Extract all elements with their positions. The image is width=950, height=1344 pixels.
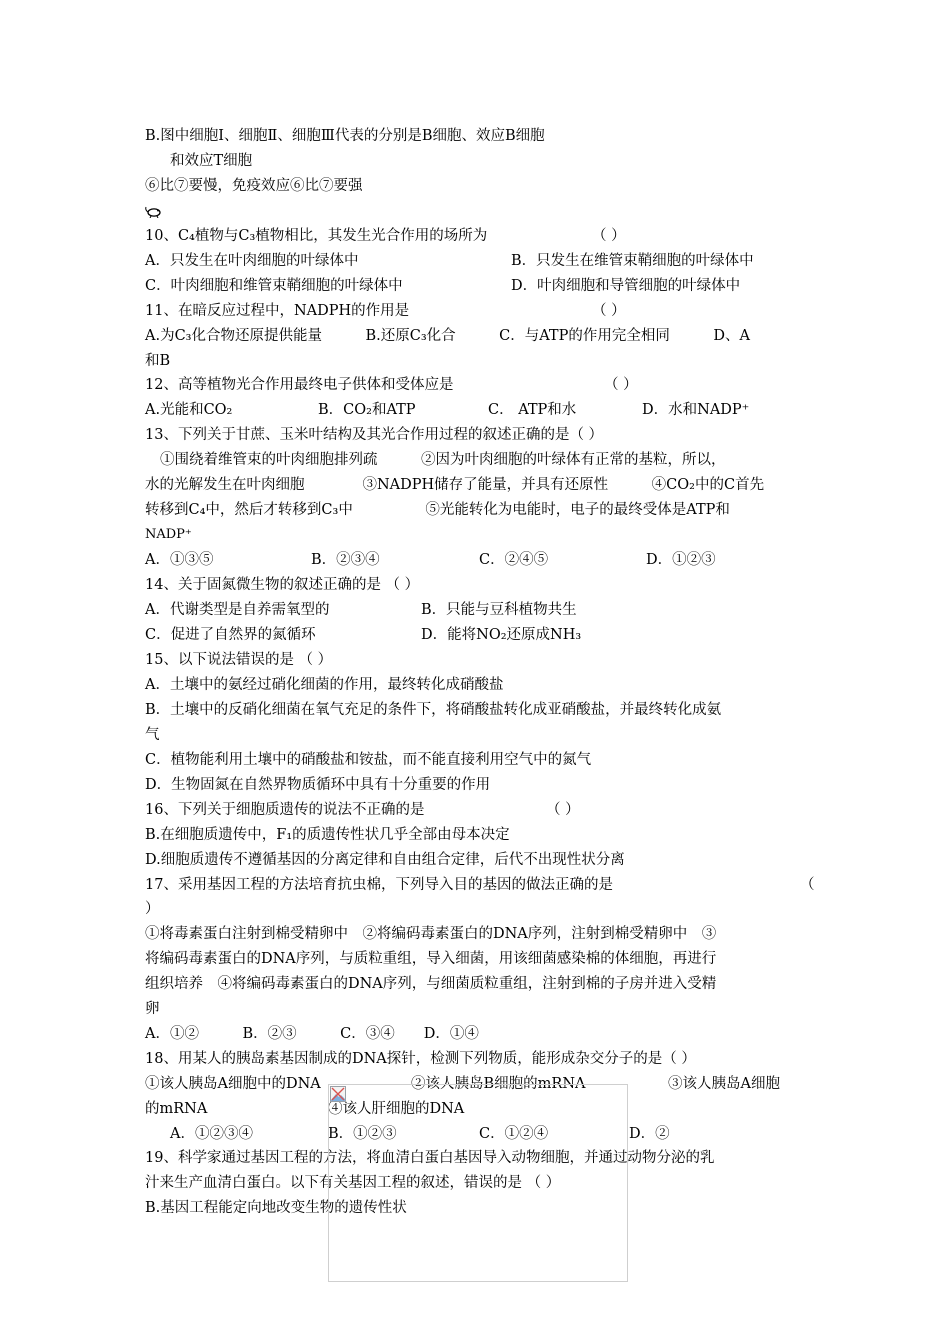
option-b: B．①②③ xyxy=(328,1126,397,1142)
statement-3-cont: 的mRNA xyxy=(145,1101,208,1117)
option-b: B．土壤中的反硝化细菌在氧气充足的条件下，将硝酸盐转化成亚硝酸盐，并最终转化成氨 xyxy=(145,702,722,718)
statement-line: ①围绕着维管束的叶肉细胞排列疏 ②因为叶肉细胞的叶绿体有正常的基粒，所以， xyxy=(160,452,726,468)
broken-image-placeholder xyxy=(328,1084,628,1282)
statement-line: 水的光解发生在叶肉细胞 ③NADPH储存了能量，并具有还原性 ④CO₂中的C首先 xyxy=(145,477,765,493)
question-11: 11、在暗反应过程中，NADPH的作用是 xyxy=(145,303,410,319)
option-d: D．能将NO₂还原成NH₃ xyxy=(421,627,582,643)
mouse-icon xyxy=(145,206,163,218)
answer-paren-right: ） xyxy=(145,901,160,917)
question-18: 18、用某人的胰岛素基因制成的DNA探针，检测下列物质，能形成杂交分子的是（ ） xyxy=(145,1051,696,1067)
statement-3: ③该人胰岛A细胞 xyxy=(668,1076,780,1092)
statement-line: 转移到C₄中，然后才转移到C₃中 ⑤光能转化为电能时，电子的最终受体是ATP和 xyxy=(145,502,730,518)
option-a: A．代谢类型是自养需氧型的 xyxy=(145,602,330,618)
option-d: D．①②③ xyxy=(646,552,716,568)
option-b: B.基因工程能定向地改变生物的遗传性状 xyxy=(145,1200,407,1216)
statement-4: ④该人肝细胞的DNA xyxy=(328,1101,465,1117)
statement-line: NADP⁺ xyxy=(145,527,192,542)
option-b: B．只能与豆科植物共生 xyxy=(421,602,577,618)
statement-2: ②该人胰岛B细胞的mRNA xyxy=(411,1076,586,1092)
question-14: 14、关于固氮微生物的叙述正确的是 （ ） xyxy=(145,577,420,593)
option-c: C．叶肉细胞和维管束鞘细胞的叶绿体中 xyxy=(145,278,403,294)
statement-line: 将编码毒素蛋白的DNA序列，与质粒重组，导入细菌，用该细菌感染棉的体细胞，再进行 xyxy=(145,951,717,967)
option-c: C．①②④ xyxy=(479,1126,549,1142)
option-c: C．植物能利用土壤中的硝酸盐和铵盐，而不能直接利用空气中的氮气 xyxy=(145,752,592,768)
question-13: 13、下列关于甘蔗、玉米叶结构及其光合作用过程的叙述正确的是（ ） xyxy=(145,427,604,443)
answer-paren: （ ） xyxy=(604,377,638,393)
statement-line: ①将毒素蛋白注射到棉受精卵中 ②将编码毒素蛋白的DNA序列，注射到棉受精卵中 ③ xyxy=(145,926,717,942)
option-c: C．促进了自然界的氮循环 xyxy=(145,627,316,643)
option-d: D．叶肉细胞和导管细胞的叶绿体中 xyxy=(511,278,741,294)
broken-image-icon xyxy=(330,1086,346,1102)
answer-paren-left: （ xyxy=(800,877,815,893)
options-line: A.为C₃化合物还原提供能量 B.还原C₃化合 C．与ATP的作用完全相同 D、A xyxy=(145,328,750,344)
option-d: D．② xyxy=(629,1126,670,1142)
option-a: A．①③⑤ xyxy=(145,552,214,568)
text-line: ⑥比⑦要慢，免疫效应⑥比⑦要强 xyxy=(145,178,363,194)
option-d: D．水和NADP⁺ xyxy=(642,402,750,418)
answer-paren: （ ） xyxy=(592,303,626,319)
question-19: 19、科学家通过基因工程的方法，将血清白蛋白基因导入动物细胞，并通过动物分泌的乳 xyxy=(145,1150,715,1166)
option-b: B．只发生在维管束鞘细胞的叶绿体中 xyxy=(511,253,754,269)
option-b: B．②③④ xyxy=(311,552,380,568)
option-b: B.在细胞质遗传中，F₁的质遗传性状几乎全部由母本决定 xyxy=(145,827,510,843)
option-c: C．②④⑤ xyxy=(479,552,549,568)
question-17: 17、采用基因工程的方法培育抗虫棉，下列导入目的基因的做法正确的是 xyxy=(145,877,613,893)
answer-paren: （ ） xyxy=(592,228,626,244)
option-a: A．土壤中的氨经过硝化细菌的作用，最终转化成硝酸盐 xyxy=(145,677,504,693)
text-line: B.图中细胞Ⅰ、细胞Ⅱ、细胞Ⅲ代表的分别是B细胞、效应B细胞 xyxy=(145,128,545,144)
option-b-cont: 气 xyxy=(145,727,160,743)
question-19-cont: 汁来生产血清白蛋白。以下有关基因工程的叙述，错误的是 （ ） xyxy=(145,1175,561,1191)
statement-line: 卵 xyxy=(145,1001,160,1017)
option-a: A．①②③④ xyxy=(170,1126,253,1142)
options-line: 和B xyxy=(145,353,171,369)
option-d: D．生物固氮在自然界物质循环中具有十分重要的作用 xyxy=(145,777,491,793)
text-line: 和效应T细胞 xyxy=(170,153,253,169)
statement-1: ①该人胰岛A细胞中的DNA xyxy=(145,1076,321,1092)
question-10: 10、C₄植物与C₃植物相比，其发生光合作用的场所为 xyxy=(145,228,488,244)
option-a: A.光能和CO₂ xyxy=(145,402,233,418)
question-15: 15、以下说法错误的是 （ ） xyxy=(145,652,333,668)
question-16: 16、下列关于细胞质遗传的说法不正确的是 xyxy=(145,802,425,818)
answer-paren: （ ） xyxy=(546,802,580,818)
option-a: A．只发生在叶肉细胞的叶绿体中 xyxy=(145,253,359,269)
statement-line: 组织培养 ④将编码毒素蛋白的DNA序列，与细菌质粒重组，注射到棉的子房并进入受精 xyxy=(145,976,717,992)
option-b: B．CO₂和ATP xyxy=(318,402,416,418)
question-12: 12、高等植物光合作用最终电子供体和受体应是 xyxy=(145,377,454,393)
option-d: D.细胞质遗传不遵循基因的分离定律和自由组合定律，后代不出现性状分离 xyxy=(145,852,625,868)
option-c: C． ATP和水 xyxy=(488,402,577,418)
options-line: A．①② B．②③ C．③④ D．①④ xyxy=(145,1026,479,1042)
